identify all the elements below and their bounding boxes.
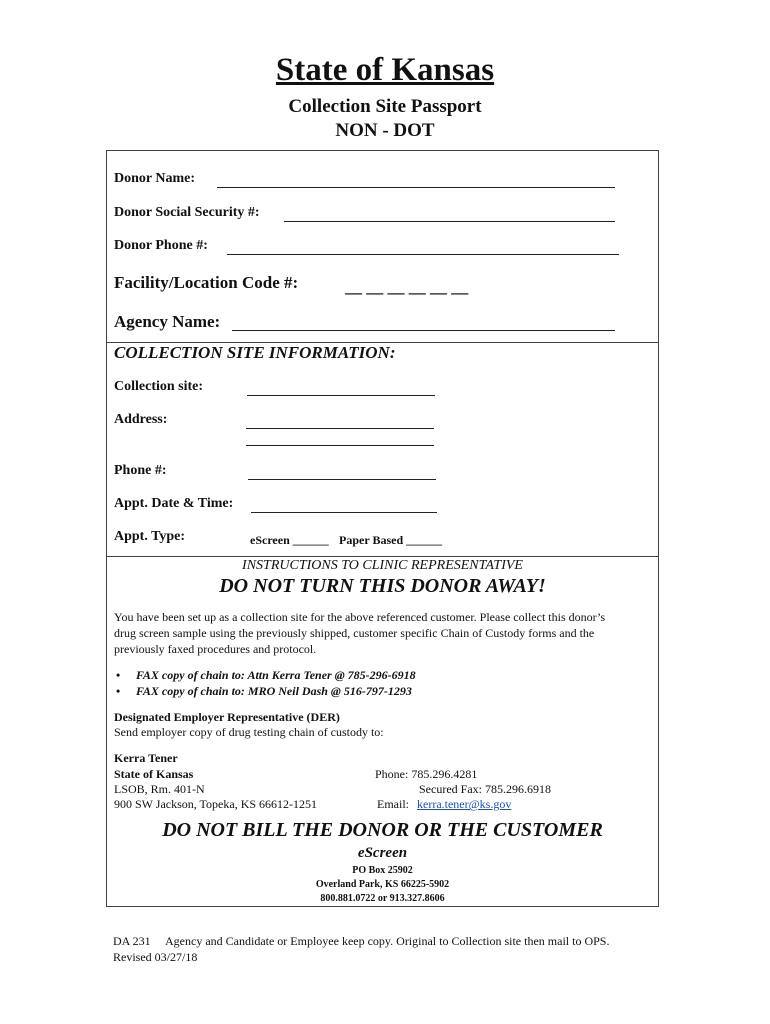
escreen-po-box: PO Box 25902 (352, 865, 413, 876)
donor-name-field[interactable] (217, 187, 615, 188)
address-field-line1[interactable] (246, 428, 434, 429)
contact-room: LSOB, Rm. 401-N (114, 782, 205, 796)
donor-info-section (106, 150, 659, 343)
address-field-line2[interactable] (246, 445, 434, 446)
der-text: Send employer copy of drug testing chain of custody to: (114, 725, 384, 739)
appt-type-label: Appt. Type: (114, 529, 186, 544)
der-heading: Designated Employer Representative (DER) (114, 710, 340, 724)
instructions-heading: INSTRUCTIONS TO CLINIC REPRESENTATIVE (242, 558, 523, 573)
instructions-paragraph (114, 609, 605, 657)
collection-site-heading: COLLECTION SITE INFORMATION: (114, 343, 396, 362)
fax-instructions-list (114, 667, 416, 699)
instructions-section (106, 556, 659, 907)
contact-street: 900 SW Jackson, Topeka, KS 66612-1251 (114, 797, 318, 811)
address-label: Address: (114, 412, 168, 427)
collection-site-field[interactable] (247, 395, 435, 396)
escreen-phones: 800.881.0722 or 913.327.8606 (320, 893, 445, 904)
donor-phone-label: Donor Phone #: (114, 238, 208, 253)
phone-label: Phone #: (114, 463, 167, 478)
escreen-option[interactable]: eScreen ______ (250, 533, 329, 547)
page-title: State of Kansas (275, 52, 495, 88)
contact-phone: Phone: 785.296.4281 (375, 767, 478, 781)
contact-name: Kerra Tener (114, 751, 178, 765)
contact-fax: Secured Fax: 785.296.6918 (419, 782, 551, 796)
contact-email-label: Email: (377, 797, 409, 811)
donor-ssn-label: Donor Social Security #: (114, 205, 260, 220)
paper-based-option[interactable]: Paper Based ______ (339, 533, 443, 547)
fax-instruction-item: • FAX copy of chain to: Attn Kerra Tener @ 785-296-6918 (114, 667, 416, 683)
contact-email-link[interactable]: kerra.tener@ks.gov (417, 797, 512, 811)
facility-code-label: Facility/Location Code #: (114, 273, 299, 292)
contact-org: State of Kansas (114, 767, 194, 781)
facility-code-field[interactable]: __ __ __ __ __ __ (345, 277, 469, 296)
footer-revised: Revised 03/27/18 (113, 950, 198, 964)
escreen-name: eScreen (357, 845, 408, 861)
appt-date-field[interactable] (251, 512, 437, 513)
collection-site-section (106, 341, 659, 557)
donor-ssn-field[interactable] (284, 221, 615, 222)
appt-date-label: Appt. Date & Time: (114, 496, 234, 511)
agency-name-field[interactable] (232, 330, 615, 331)
escreen-city: Overland Park, KS 66225-5902 (315, 879, 450, 890)
donor-name-label: Donor Name: (114, 171, 196, 186)
footer-line: DA 231 Agency and Candidate or Employee keep copy. Original to Collection site then mail to OPS. (113, 934, 610, 948)
do-not-turn-away-warning: DO NOT TURN THIS DONOR AWAY! (219, 575, 546, 597)
agency-name-label: Agency Name: (114, 312, 221, 331)
form-footer (113, 933, 609, 965)
collection-site-label: Collection site: (114, 379, 204, 394)
fax-instruction-item: • FAX copy of chain to: MRO Neil Dash @ 516-797-1293 (114, 683, 416, 699)
paragraph-line: previously faxed procedures and protocol. (114, 642, 317, 656)
paragraph-line: You have been set up as a collection site for the above referenced customer. Please collect this donor’s (114, 610, 606, 624)
donor-phone-field[interactable] (227, 254, 619, 255)
phone-field[interactable] (248, 479, 436, 480)
paragraph-line: drug screen sample using the previously shipped, customer specific Chain of Custody forms and the (114, 626, 595, 640)
page-subtitle-non-dot: NON - DOT (335, 120, 435, 141)
page-subtitle: Collection Site Passport (288, 96, 482, 117)
do-not-bill-warning: DO NOT BILL THE DONOR OR THE CUSTOMER (162, 819, 603, 841)
